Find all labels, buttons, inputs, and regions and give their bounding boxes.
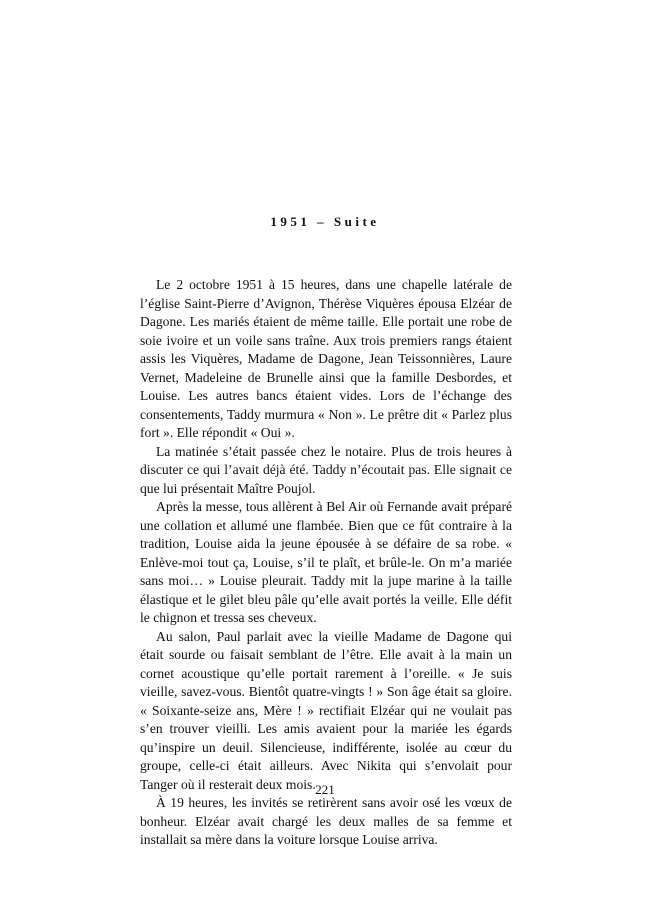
- page-number: 221: [315, 782, 335, 797]
- body-text: [140, 276, 512, 850]
- paragraph: Le 2 octobre 1951 à 15 heures, dans une chapelle latérale de l’église Saint-Pierre d’Avignon, Thérèse Viquères épousa Elzéar de Dagone. Les mariés étaient de même taille. Elle portait une robe de soie ivoire et un voile sans traîne. Aux trois premiers rangs étaient assis les Viquères, Madame de Dagone, Jean Teissonnières, Laure Vernet, Madeleine de Brunelle ainsi que la famille Desbordes, et Louise. Les autres bancs étaient vides. Lors de l’échange des consentements, Taddy murmura « Non ». Le prêtre dit « Parlez plus fort ». Elle répondit « Oui ».: [140, 277, 512, 440]
- paragraph: Au salon, Paul parlait avec la vieille Madame de Dagone qui était sourde ou faisait semblant de l’être. Elle avait à la main un cornet acoustique qu’elle portait rarement à l’oreille. « Je suis vieille, savez-vous. Bientôt quatre-vingts ! » Son âge était sa gloire. « Soixante-seize ans, Mère ! » rectifiait Elzéar qui ne voulait pas s’en trouver vieilli. Les amis avaient pour la mariée les égards qu’inspire un deuil. Silencieuse, indifférente, isolée au cœur du groupe, celle-ci était ailleurs. Avec Nikita qui s’envolait pour Tanger où il resterait deux mois.: [140, 628, 512, 792]
- chapter-title: 1951 – Suite: [270, 214, 380, 229]
- paragraph: Après la messe, tous allèrent à Bel Air où Fernande avait préparé une collation et allumé une flambée. Bien que ce fût contraire à la tradition, Louise aida la jeune épousée à se défaire de sa robe. « Enlève-moi tout ça, Louise, s’il te plaît, et brûle-le. On m’a mariée sans moi… » Louise pleurait. Taddy mit la jupe marine à la taille élastique et le gilet bleu pâle qu’elle avait portés la veille. Elle défit le chignon et tressa ses cheveux.: [140, 499, 512, 625]
- paragraph: À 19 heures, les invités se retirèrent sans avoir osé les vœux de bonheur. Elzéar avait chargé les deux malles de sa femme et installait sa mère dans la voiture lorsque Louise arriva.: [140, 795, 512, 847]
- paragraph: La matinée s’était passée chez le notaire. Plus de trois heures à discuter ce qui l’avait déjà été. Taddy n’écoutait pas. Elle signait ce que lui présentait Maître Poujol.: [140, 443, 512, 496]
